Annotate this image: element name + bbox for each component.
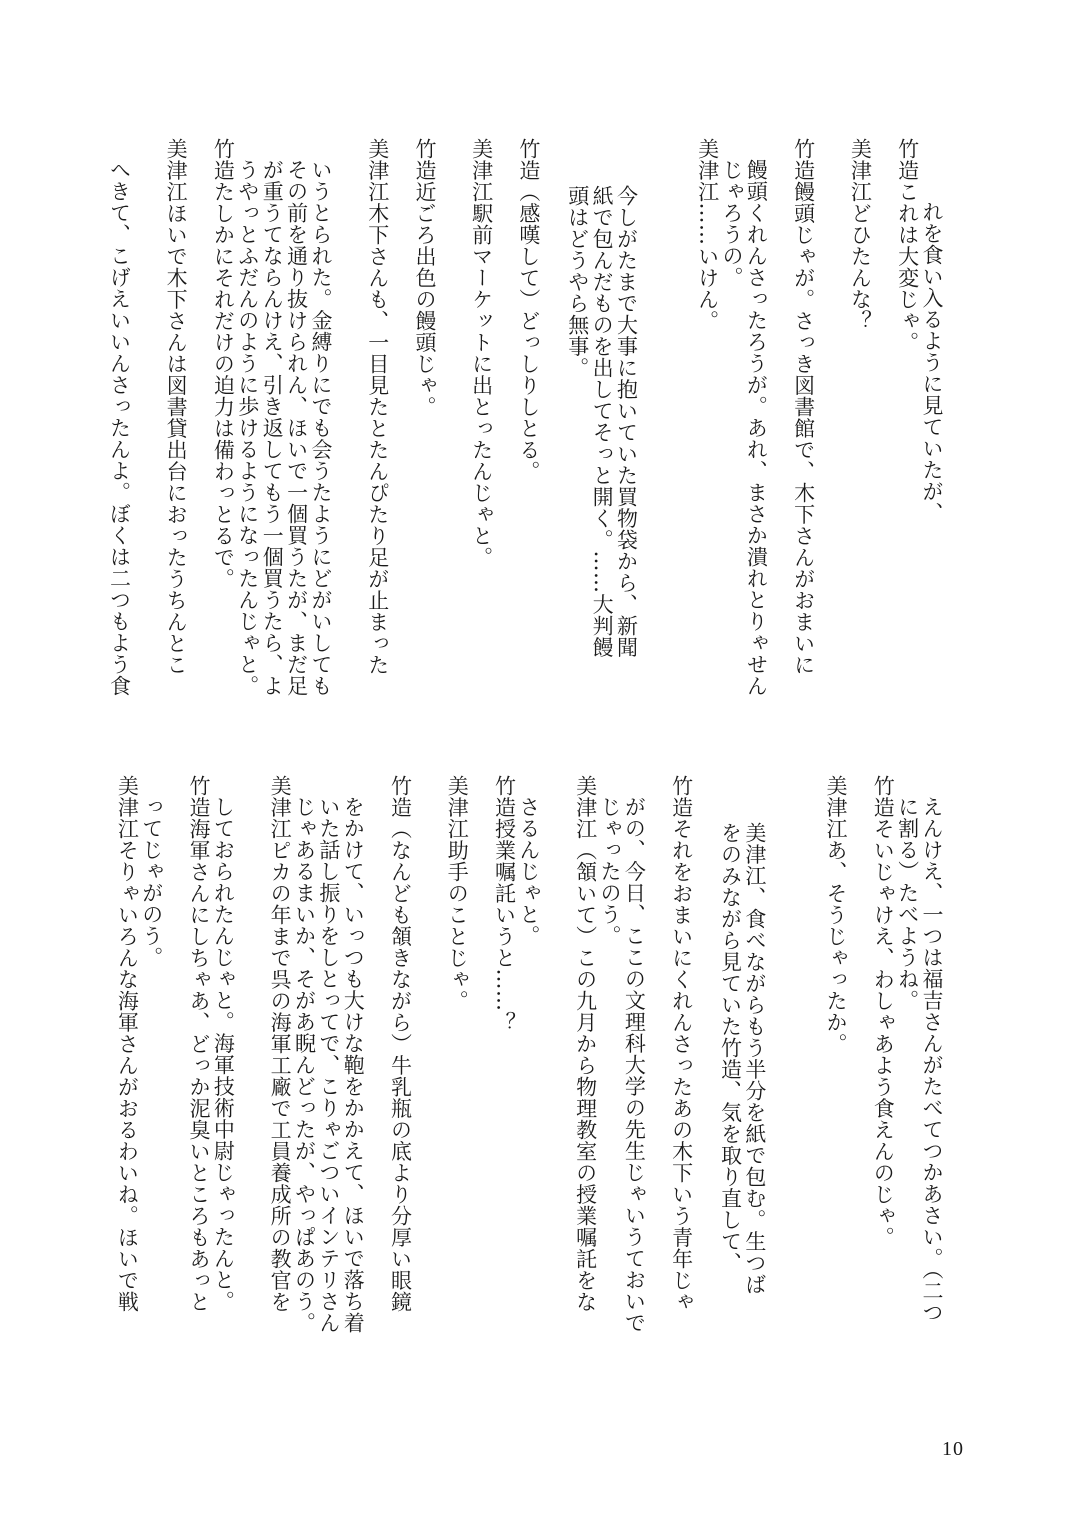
dialogue-line: 竹造海軍さんにしちゃあ、どっか泥臭いところもあっと — [164, 775, 211, 1420]
dialogue-line: 美津江……いけん。 — [663, 138, 720, 738]
speaker-name: 美津江 — [445, 775, 470, 840]
dialogue-line: 美津江どひたんな？ — [816, 138, 873, 738]
dialogue-continuation: うやっとふだんのように歩けるようになったんじゃと。 — [235, 159, 260, 697]
page-number: 10 — [942, 1438, 964, 1460]
speaker-name: 美津江 — [695, 138, 720, 203]
dialogue-line: 竹造（なんども頷きながら）牛乳瓶の底より分厚い眼鏡 — [365, 775, 412, 1420]
dialogue-line: 美津江（頷いて）この九月から物理教室の授業嘱託をな — [541, 775, 598, 1420]
blank-line — [541, 138, 565, 738]
speaker-name: 竹造 — [211, 138, 236, 181]
dialogue-line: 竹造そいじゃけえ、わしゃあよう食えんのじゃ。 — [848, 775, 895, 1420]
speaker-name: 竹造 — [791, 138, 816, 181]
dialogue-line: 竹造授業嘱託いうと……？ — [469, 775, 516, 1420]
speaker-name: 竹造 — [388, 775, 413, 818]
dialogue-line: 美津江あ、そうじゃったか。 — [791, 775, 848, 1420]
dialogue-line: 竹造（感嘆して）どっしりしとる。 — [494, 138, 541, 738]
speaker-name: 美津江 — [164, 138, 189, 203]
dialogue-line: 美津江木下さんも、一目見たとたんぴたり足が止まった — [333, 138, 390, 738]
blank-line — [694, 775, 718, 1420]
dialogue-continuation: いた話し振りをしとってで、こりゃごついインテリさん — [316, 796, 341, 1334]
stage-direction-line: をのみながら見ていた竹造、気を取り直して、 — [718, 822, 743, 1274]
speaker-name: 竹造 — [516, 138, 541, 181]
dialogue-continuation: その前を通り抜けられん、ほいで一個買うたが、まだ足 — [284, 159, 309, 697]
speaker-name: 竹造 — [669, 775, 694, 818]
speaker-name: 竹造 — [895, 138, 920, 181]
dialogue-line: 美津江そりゃいろんな海軍さんがおるわいね。ほいで戦 — [83, 775, 140, 1420]
speaker-name: 美津江 — [115, 775, 140, 840]
lower-text-block — [115, 775, 944, 1420]
speaker-name: 竹造 — [412, 138, 437, 181]
speaker-name: 美津江 — [365, 138, 390, 203]
dialogue-line: 竹造近ごろ出色の饅頭じゃ。 — [390, 138, 437, 738]
speaker-name: 美津江 — [573, 775, 598, 840]
dialogue-continuation: が重うてならんけえ、引き返してもう一個買うたら、よ — [260, 159, 285, 697]
dialogue-continuation: に割る）たべようね。 — [895, 796, 920, 1011]
dialogue-line: 竹造たしかにそれだけの迫力は備わっとるで。 — [188, 138, 235, 738]
dialogue-line: 竹造これは大変じゃ。 — [872, 138, 919, 738]
speaker-name: 美津江 — [469, 138, 494, 203]
dialogue-continuation: いうとられた。金縛りにでも会うたようにどがいしても — [309, 159, 333, 697]
stage-direction-line: 紙で包んだものを出してそっと開く。……大判饅 — [590, 185, 615, 659]
speaker-name: 竹造 — [492, 775, 517, 818]
dialogue-continuation: じゃろうの。 — [720, 159, 744, 288]
speaker-name: 竹造 — [871, 775, 896, 818]
dialogue-continuation: さるんじゃと。 — [516, 796, 541, 947]
dialogue-continuation: がの、今日、ここの文理科大学の先生じゃいうておいで — [622, 796, 647, 1334]
dialogue-continuation: じゃったのう。 — [597, 796, 622, 947]
blank-line — [639, 138, 663, 738]
dialogue-continuation: ってじゃがのう。 — [139, 796, 164, 968]
stage-direction-line: れを食い入るように見ていたが、 — [920, 201, 944, 524]
dialogue-continuation: 饅頭くれんさったろうが。あれ、まさか潰れとりゃせん — [744, 159, 769, 697]
dialogue-line: 美津江ピカの年まで呉の海軍工廠で工員養成所の教官を — [235, 775, 292, 1420]
dialogue-line: 美津江助手のことじゃ。 — [413, 775, 470, 1420]
speaker-name: 美津江 — [848, 138, 873, 203]
dialogue-line: 美津江ほいで木下さんは図書貸出台におったうちんとこ — [131, 138, 188, 738]
dialogue-line: 竹造それをおまいにくれんさったあの木下いう青年じゃ — [646, 775, 693, 1420]
speaker-name: 竹造 — [186, 775, 211, 818]
blank-line — [767, 775, 791, 1420]
dialogue-line: 竹造饅頭じゃが。さっき図書館で、木下さんがおまいに — [768, 138, 815, 738]
dialogue-continuation: へきて、こげえいいんさったんよ。ぼくは二つもよう食 — [107, 159, 132, 697]
dialogue-continuation: をかけて、いっつも大けな鞄をかかえて、ほいで落ち着 — [341, 796, 366, 1334]
stage-direction-line: 頭はどうやら無事。 — [565, 185, 590, 379]
upper-text-block — [107, 138, 944, 738]
dialogue-continuation: じゃあるまいか、そがあ睨んどったが、やっぱあのう。 — [292, 796, 317, 1334]
stage-direction-line: 今しがたまで大事に抱いていた買物袋から、新聞 — [614, 185, 639, 659]
speaker-name: 美津江 — [268, 775, 293, 840]
dialogue-continuation: えんけえ、一つは福吉さんがたべてつかあさい。（二つ — [920, 796, 944, 1323]
dialogue-continuation: しておられたんじゃと。海軍技術中尉じゃったんと。 — [211, 796, 236, 1312]
speaker-name: 美津江 — [823, 775, 848, 840]
stage-direction-line: 美津江、食べながらもう半分を紙で包む。生つば — [742, 822, 767, 1296]
dialogue-line: 美津江駅前マーケットに出とったんじゃと。 — [437, 138, 494, 738]
